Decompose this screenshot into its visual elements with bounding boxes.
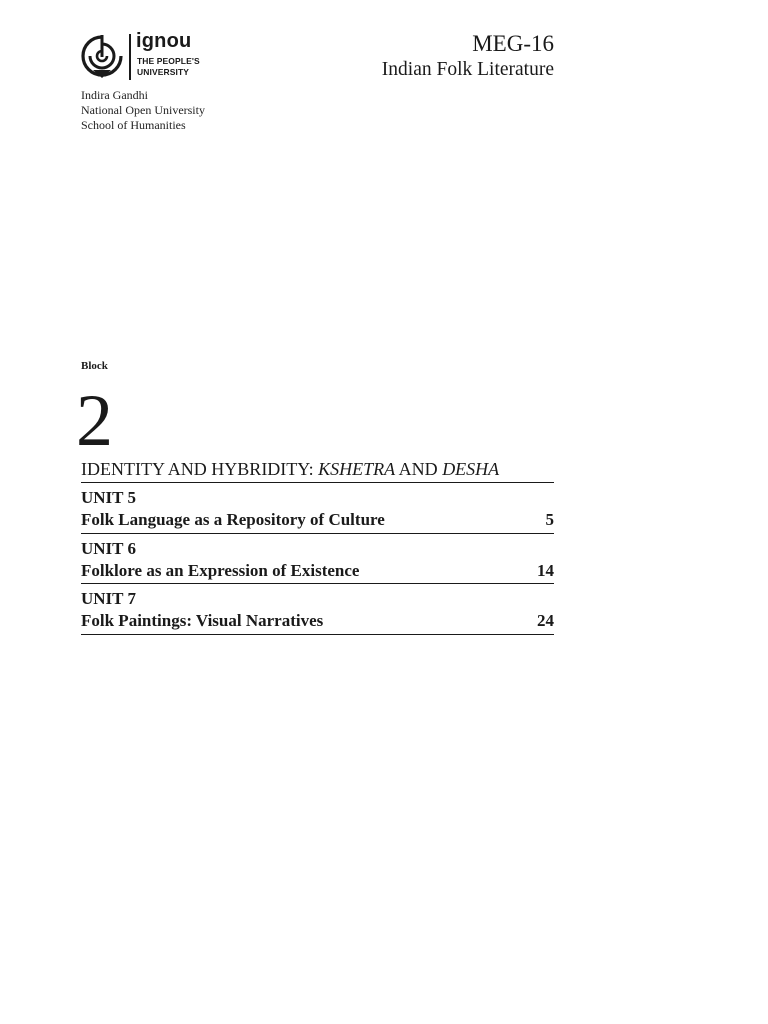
logo-divider <box>129 34 131 80</box>
institution-name <box>81 88 205 133</box>
logo-tagline-line-1: THE PEOPLE'S <box>137 56 200 66</box>
unit-page-number: 24 <box>537 611 554 630</box>
institution-line-2: National Open University <box>81 103 205 117</box>
unit-title: Folk Language as a Repository of Culture <box>81 510 385 529</box>
unit-page-number: 14 <box>537 560 554 580</box>
institution-line-3: School of Humanities <box>81 118 186 132</box>
block-title-desha: DESHA <box>442 459 500 479</box>
unit-page-number: 5 <box>545 510 554 529</box>
course-code: MEG-16 <box>472 31 554 56</box>
unit-label: UNIT 6 <box>81 538 136 558</box>
unit-entry <box>81 583 554 635</box>
unit-entry <box>81 533 554 584</box>
unit-contents-list <box>81 482 554 635</box>
block-title-kshetra: KSHETRA <box>318 459 396 479</box>
logo-wordmark: ignou <box>136 30 192 52</box>
block-title-part-1: IDENTITY AND HYBRIDITY: <box>81 459 319 479</box>
unit-entry <box>81 482 554 533</box>
course-title: Indian Folk Literature <box>381 59 554 80</box>
block-label: Block <box>81 360 108 372</box>
ignou-logo <box>80 32 210 82</box>
unit-label: UNIT 5 <box>81 488 136 507</box>
block-title-part-3: AND <box>395 459 443 479</box>
unit-title: Folklore as an Expression of Existence <box>81 560 360 580</box>
ignou-emblem-icon <box>80 32 124 82</box>
block-number: 2 <box>76 380 113 462</box>
unit-title: Folk Paintings: Visual Narratives <box>81 611 324 630</box>
institution-line-1: Indira Gandhi <box>81 88 148 102</box>
logo-tagline-line-2: UNIVERSITY <box>137 67 190 77</box>
block-title <box>81 457 554 481</box>
unit-label: UNIT 7 <box>81 589 136 608</box>
